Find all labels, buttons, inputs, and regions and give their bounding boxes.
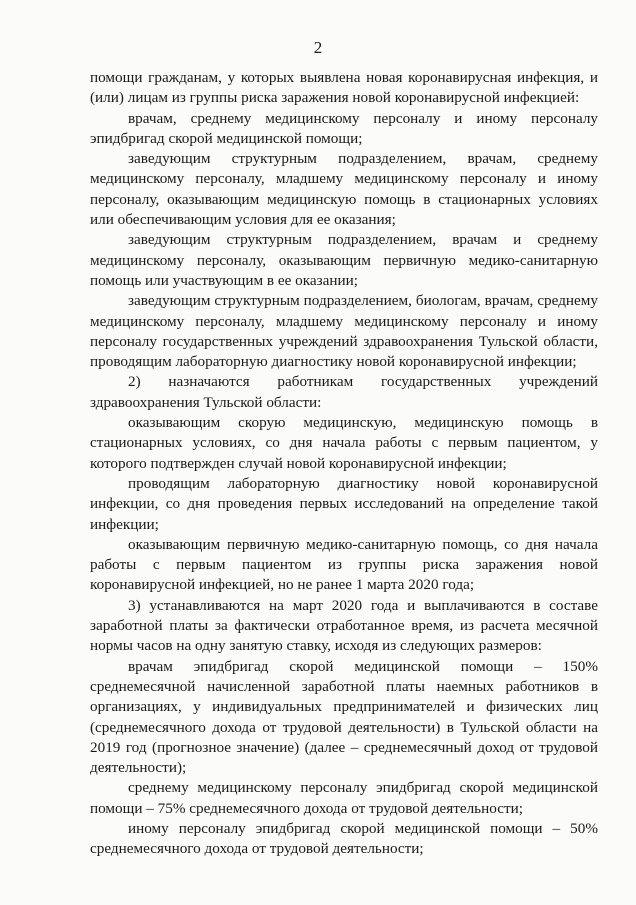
paragraph: 2) назначаются работникам государственных учреждений здравоохранения Тульской области: xyxy=(90,373,598,411)
paragraph: проводящим лабораторную диагностику новой коронавирусной инфекции, со дня проведения первых исследований на определение такой инфекции; xyxy=(90,474,598,533)
page-number: 2 xyxy=(313,38,323,57)
paragraph: врачам эпидбригад скорой медицинской помощи – 150% среднемесячной начисленной заработной платы наемных работников в организациях, у индивидуальных предпринимателей и физических лиц (среднемесячного дохода от трудовой деятельности) в Тульской области на 2019 год (прогнозное значение) (далее – среднемесячный доход от трудовой деятельности); xyxy=(90,657,598,777)
paragraph: оказывающим первичную медико-санитарную помощь, со дня начала работы с первым пациентом из группы риска заражения новой коронавирусной инфекцией, но не ранее 1 марта 2020 года; xyxy=(90,535,598,594)
paragraph: иному персоналу эпидбригад скорой медицинской помощи – 50% среднемесячного дохода от трудовой деятельности; xyxy=(90,819,598,858)
paragraph: среднему медицинскому персоналу эпидбригад скорой медицинской помощи – 75% среднемесячного дохода от трудовой деятельности; xyxy=(90,779,598,817)
paragraph: заведующим структурным подразделением, врачам и среднему медицинскому персоналу, оказывающим первичную медико-санитарную помощь или участвующим в ее оказании; xyxy=(90,231,598,289)
paragraph: 3) устанавливаются на март 2020 года и выплачиваются в составе заработной платы за фактически отработанное время, из расчета месячной нормы часов на одну занятую ставку, исходя из следующих размеров: xyxy=(90,596,598,655)
document-body xyxy=(90,68,598,860)
paragraph: оказывающим скорую медицинскую, медицинскую помощь в стационарных условиях, со дня начала работы с первым пациентом, у которого подтвержден случай новой коронавирусной инфекции; xyxy=(90,414,598,472)
paragraph: заведующим структурным подразделением, врачам, среднему медицинскому персоналу, младшему медицинскому персоналу и иному персоналу, оказывающим медицинскую помощь в стационарных условиях или обеспечивающим условия для ее оказания; xyxy=(90,150,598,229)
paragraph: помощи гражданам, у которых выявлена новая коронавирусная инфекция, и (или) лицам из группы риска заражения новой коронавирусной инфекцией: xyxy=(90,69,598,107)
paragraph: врачам, среднему медицинскому персоналу и иному персоналу эпидбригад скорой медицинской помощи; xyxy=(90,109,598,147)
paragraph: заведующим структурным подразделением, биологам, врачам, среднему медицинскому персоналу, младшему медицинскому персоналу и иному персоналу государственных учреждений здравоохранения Тульской области, проводящим лабораторную диагностику новой коронавирусной инфекции; xyxy=(90,292,598,371)
